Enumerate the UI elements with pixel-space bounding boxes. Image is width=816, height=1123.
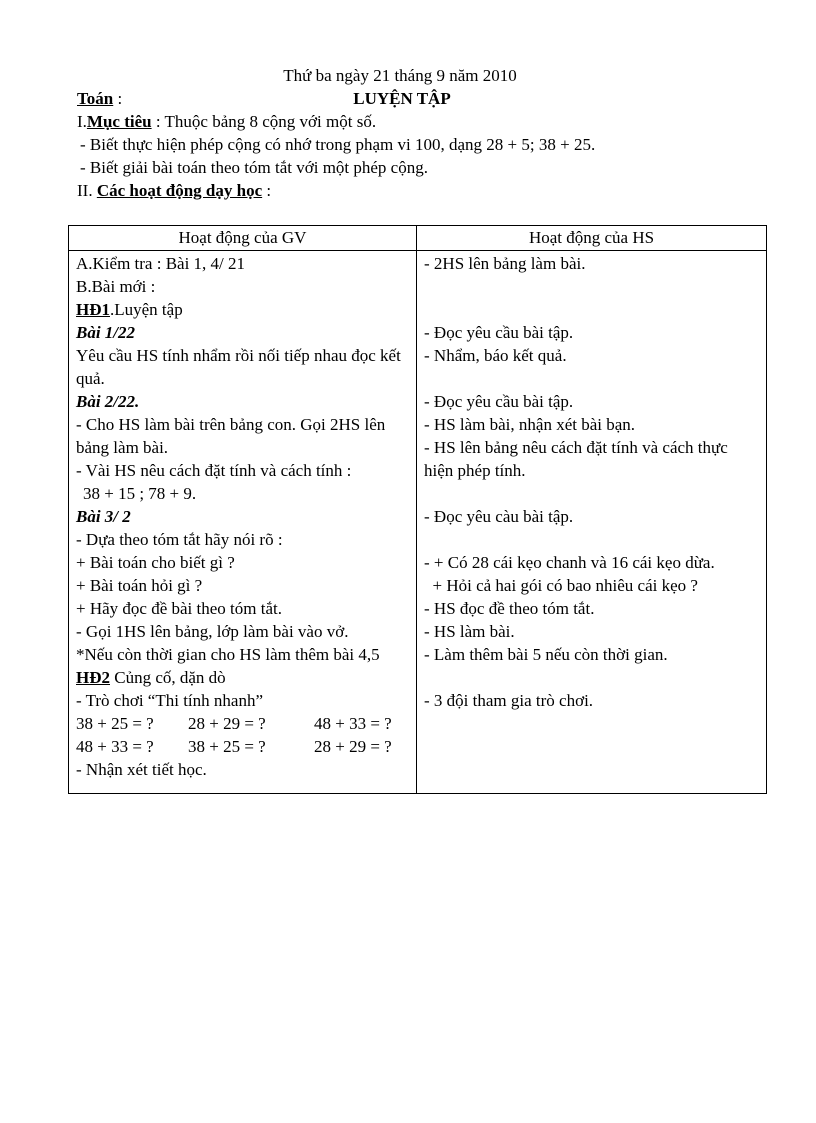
calc-item: 28 + 29 = ? — [314, 737, 392, 756]
calc-item: 38 + 25 = ? — [188, 737, 266, 756]
hd1-heading: HĐ1.Luyện tập — [76, 300, 183, 319]
game-text: - Trò chơi “Thi tính nhanh” — [76, 691, 263, 710]
student-bai3: + Hỏi cả hai gói có bao nhiêu cái kẹo ? — [424, 576, 698, 595]
bai3-line: - Gọi 1HS lên bảng, lớp làm bài vào vở. — [76, 622, 349, 641]
bai3-line: + Bài toán hỏi gì ? — [76, 576, 203, 595]
subject-row — [77, 87, 797, 110]
student-bai3: - HS làm bài. — [424, 622, 515, 641]
teacher-column — [69, 251, 417, 794]
check-text: A.Kiểm tra : Bài 1, 4/ 21 — [76, 254, 246, 273]
lesson-title: LUYỆN TẬP — [353, 89, 451, 108]
bai3-line: - Dựa theo tóm tắt hãy nói rõ : — [76, 530, 283, 549]
goal-item: - Biết giải bài toán theo tóm tắt với một phép cộng. — [80, 158, 428, 177]
student-check: - 2HS lên bảng làm bài. — [424, 254, 586, 273]
activities-table — [68, 225, 767, 794]
bai1-title: Bài 1/22 — [76, 323, 136, 342]
student-bai3: - Đọc yêu càu bài tập. — [424, 507, 574, 526]
bai3-title: Bài 3/ 2 — [76, 507, 131, 526]
calc-item: 48 + 33 = ? — [314, 714, 392, 733]
student-bai3: - HS đọc đề theo tóm tắt. — [424, 599, 595, 618]
student-bai1: - Nhẩm, báo kết quả. — [424, 346, 567, 365]
bai2-text2: - Vài HS nêu cách đặt tính và cách tính : — [76, 461, 352, 480]
bai3-line: *Nếu còn thời gian cho HS làm thêm bài 4,5 — [76, 645, 380, 664]
calc-row — [76, 712, 410, 735]
closing-text: - Nhận xét tiết học. — [76, 760, 207, 779]
student-bai3: - Làm thêm bài 5 nếu còn thời gian. — [424, 645, 668, 664]
student-bai3: - + Có 28 cái kẹo chanh và 16 cái kẹo dừa. — [424, 553, 715, 572]
calc-item: 38 + 25 = ? — [76, 714, 154, 733]
calc-row — [76, 735, 410, 758]
header-student-activities: Hoạt động của HS — [417, 226, 767, 251]
new-lesson-text: B.Bài mới : — [76, 277, 156, 296]
goal-item: - Biết thực hiện phép cộng có nhớ trong phạm vi 100, dạng 28 + 5; 38 + 25. — [80, 135, 596, 154]
lesson-date: Thứ ba ngày 21 tháng 9 năm 2010 — [283, 66, 517, 85]
bai1-text: Yêu cầu HS tính nhẩm rồi nối tiếp nhau đọc kết quả. — [76, 346, 401, 388]
bai3-line: + Hãy đọc đề bài theo tóm tắt. — [76, 599, 282, 618]
header-teacher-activities: Hoạt động của GV — [69, 226, 417, 251]
bai2-text: - Cho HS làm bài trên bảng con. Gọi 2HS lên bảng làm bài. — [76, 415, 386, 457]
hd2-heading: HĐ2 Củng cố, dặn dò — [76, 668, 226, 687]
student-bai2: - HS làm bài, nhận xét bài bạn. — [424, 415, 636, 434]
subject-label: Toán : — [77, 89, 123, 108]
goal-line: I.Mục tiêu : Thuộc bảng 8 cộng với một số. — [77, 112, 377, 131]
bai2-calc: 38 + 15 ; 78 + 9. — [83, 484, 197, 503]
bai3-line: + Bài toán cho biết gì ? — [76, 553, 235, 572]
activities-heading: II. Các hoạt động dạy học : — [77, 181, 272, 200]
student-column — [417, 251, 767, 794]
bai2-title: Bài 2/22. — [76, 392, 140, 411]
goal-label: Mục tiêu — [86, 112, 152, 131]
calc-item: 48 + 33 = ? — [76, 737, 154, 756]
student-bai1: - Đọc yêu cầu bài tập. — [424, 323, 574, 342]
calc-item: 28 + 29 = ? — [188, 714, 266, 733]
student-bai2: - Đọc yêu cầu bài tập. — [424, 392, 574, 411]
student-game: - 3 đội tham gia trò chơi. — [424, 691, 594, 710]
student-bai2: - HS lên bảng nêu cách đặt tính và cách thực hiện phép tính. — [424, 438, 728, 480]
